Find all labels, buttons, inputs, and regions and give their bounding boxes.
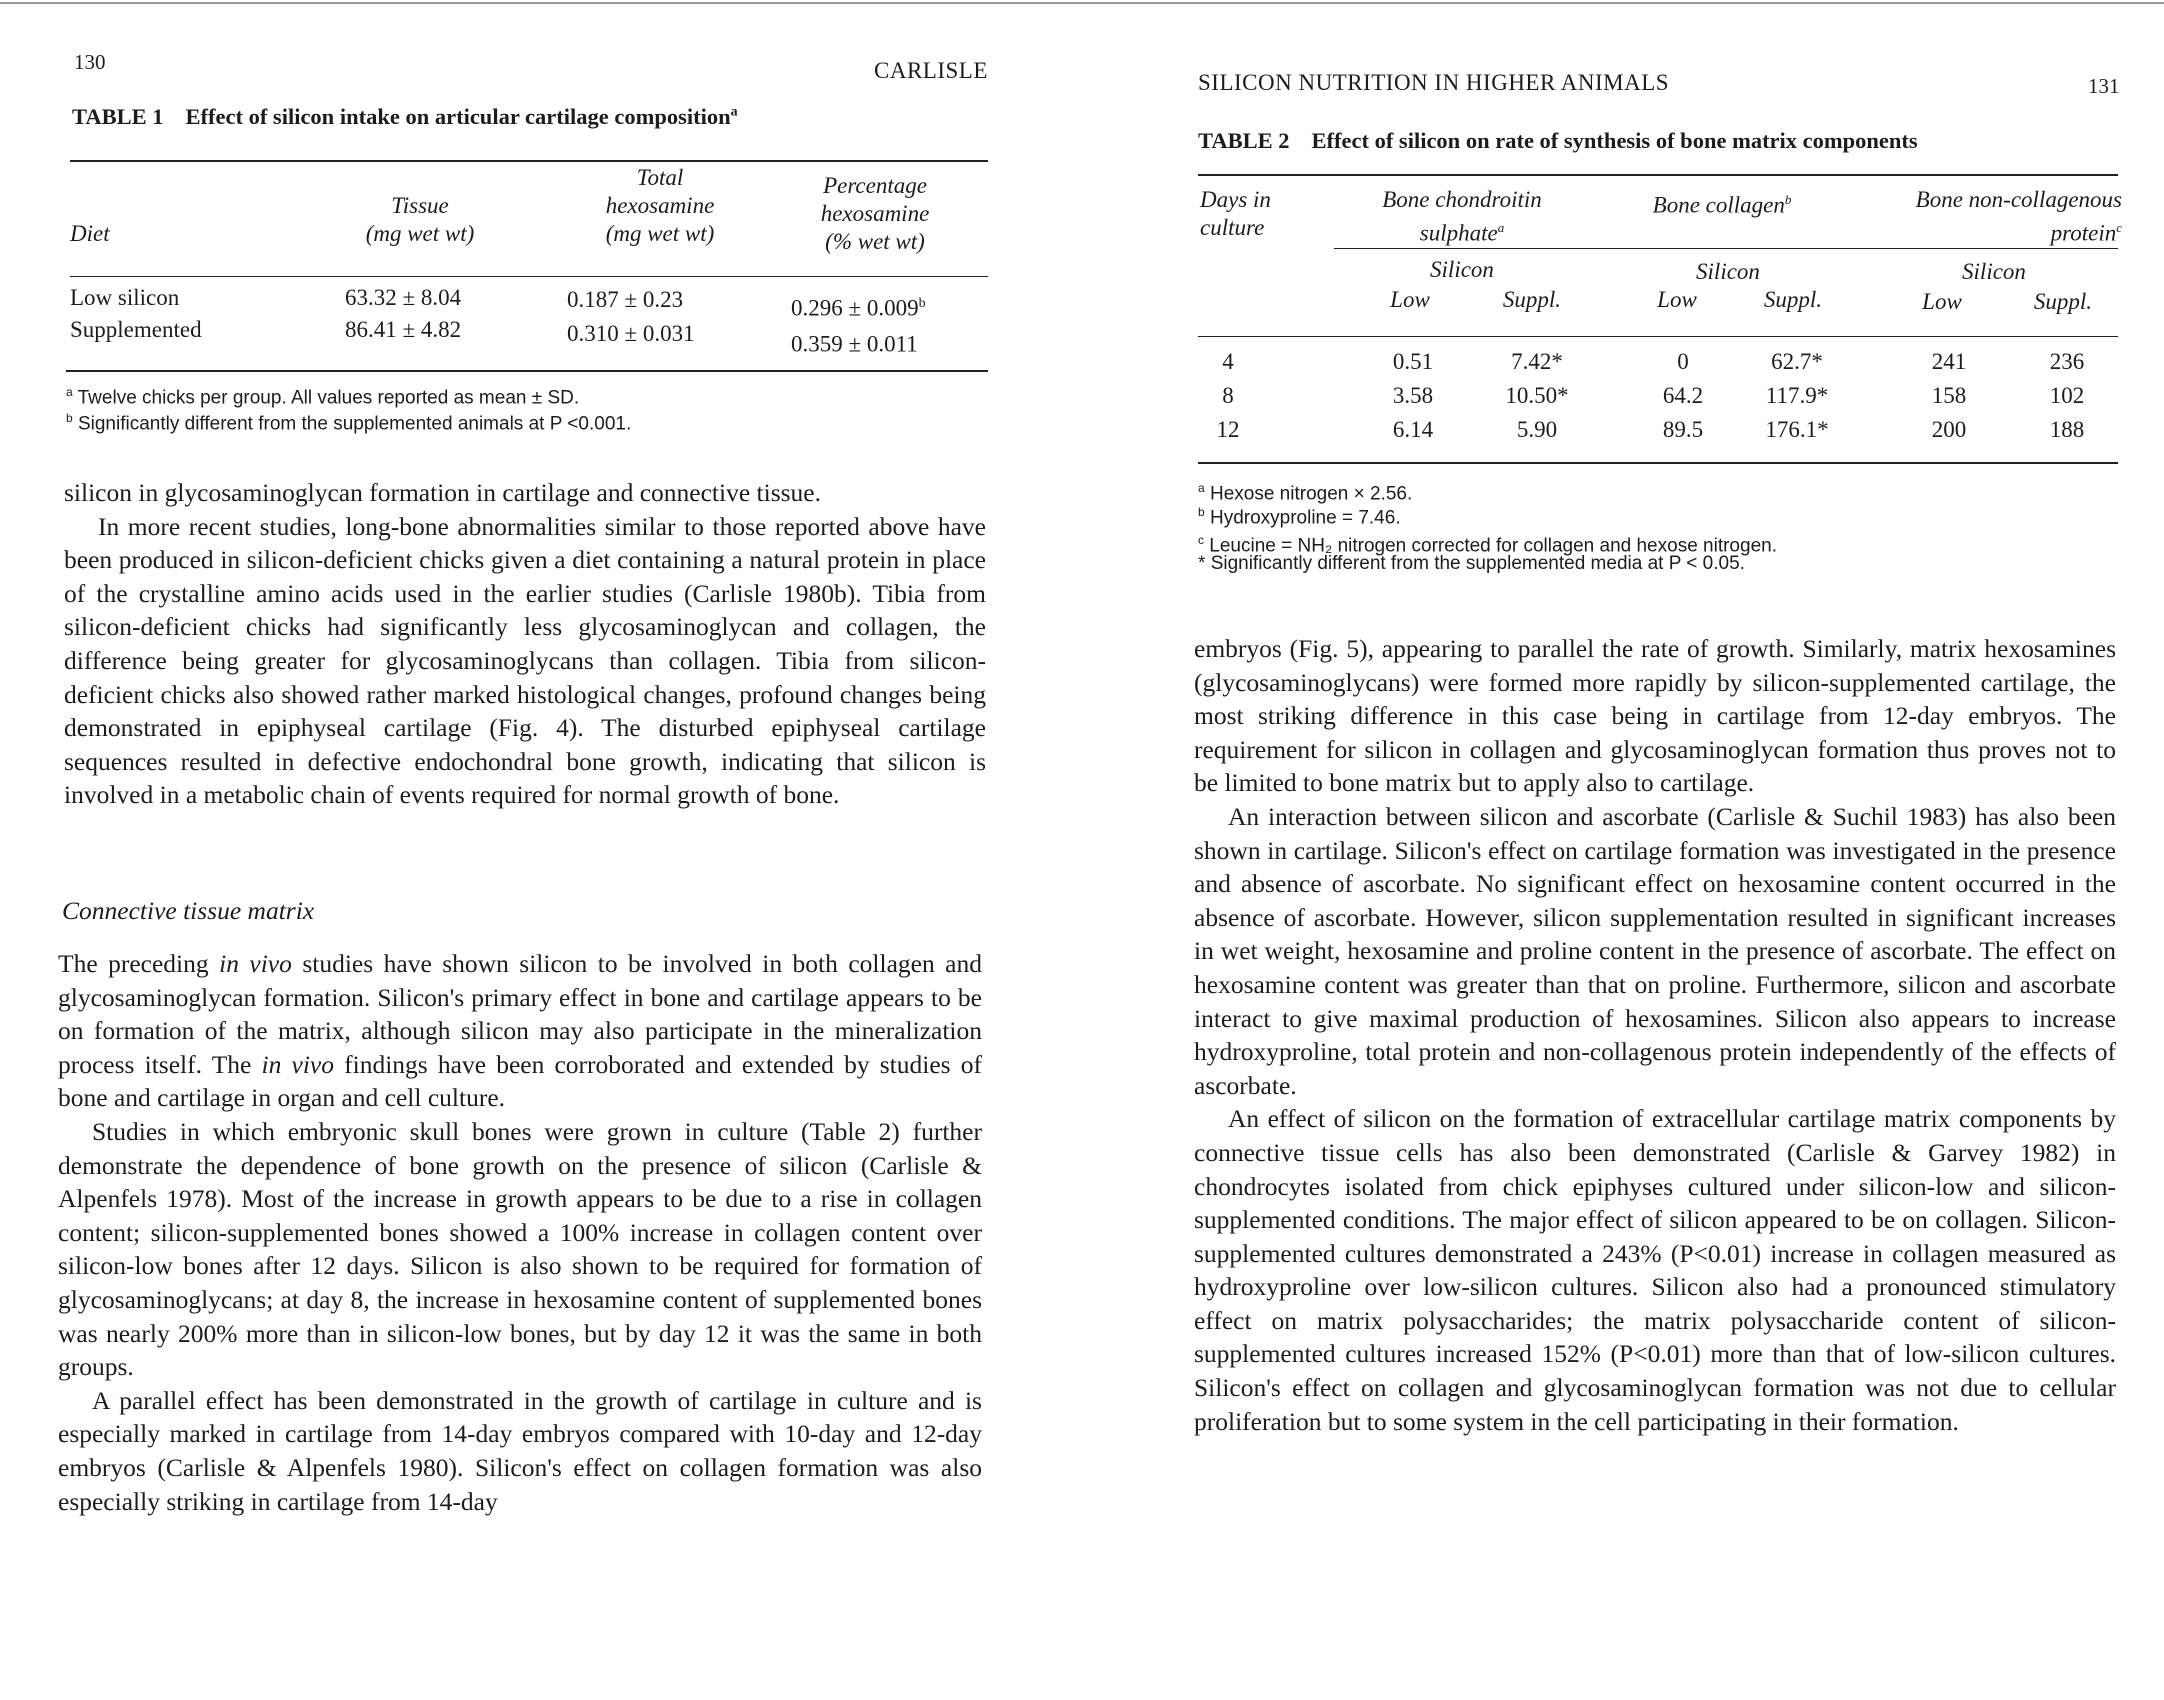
header-line: (mg wet wt) xyxy=(605,221,715,246)
table2-cell: 236 xyxy=(2049,349,2085,374)
running-head: SILICON NUTRITION IN HIGHER ANIMALS xyxy=(1198,70,1670,95)
table2-bottom-rule xyxy=(1198,462,2118,464)
header-line: culture xyxy=(1200,215,1265,240)
text-run: studies have shown silicon to be involved in both collagen and glycosaminoglycan formation. Silicon's primary effect in bone and cartilage appears to be on formation of the matrix, although silicon may also participate in the mineralization process itself. The xyxy=(58,949,982,1079)
table1-caption xyxy=(72,104,738,130)
paragraph: embryos (Fig. 5), appearing to parallel the rate of growth. Similarly, matrix hexosamines (glycosaminoglycans) were formed more rapidly by silicon-supplemented cartilage, the most striking difference in this case being in cartilage from 12-day embryos. The requirement for silicon in collagen and glycosaminoglycan formation thus proves not to be limited to bone matrix but to apply also to cartilage. xyxy=(1194,634,2116,798)
paragraph: Studies in which embryonic skull bones were grown in culture (Table 2) further demonstrate the dependence of bone growth on the presence of silicon (Carlisle & Alpenfels 1978). Most of the increase in growth appears to be due to a rise in collagen content; silicon-supplemented bones showed a 100% increase in collagen content over silicon-low bones after 12 days. Silicon is also shown to be required for formation of glycosaminoglycans; at day 8, the increase in hexosamine content of supplemented bones was nearly 200% more than in silicon-low bones, but by day 12 it was the same in both groups. xyxy=(58,1116,982,1382)
footnote-mark: a xyxy=(1198,481,1205,495)
table1-cell-diet: Low silicon xyxy=(70,285,180,310)
footnote-text: Significantly different from the supplemented animals at P <0.001. xyxy=(77,413,632,435)
table2-cell: 102 xyxy=(2049,383,2085,408)
table2-header-low: Low xyxy=(1390,287,1430,312)
table2-cell: 117.9* xyxy=(1765,383,1829,408)
table2-label: TABLE 2 xyxy=(1198,128,1290,153)
table2-cell: 62.7* xyxy=(1771,349,1823,374)
header-line: Days in xyxy=(1200,187,1271,212)
table2-cell: 7.42* xyxy=(1511,349,1563,374)
page-number: 130 xyxy=(74,50,106,74)
paragraph: silicon in glycosaminoglycan formation in cartilage and connective tissue. xyxy=(64,478,821,507)
footnote-mark: * xyxy=(1198,553,1206,574)
header-line: Bone chondroitin xyxy=(1382,187,1542,212)
table2-cell: 200 xyxy=(1931,417,1967,442)
right-page xyxy=(1082,0,2164,1700)
table1-cell-percentage xyxy=(791,288,926,325)
table2-cell: 64.2 xyxy=(1662,383,1704,408)
table2-cell: 158 xyxy=(1931,383,1967,408)
table2-cell: 0.51 xyxy=(1392,349,1434,374)
table1-cell-tissue: 86.41 ± 4.82 xyxy=(345,317,462,342)
header-line xyxy=(1852,214,2122,248)
table2-cell: 188 xyxy=(2049,417,2085,442)
footnote-mark: b xyxy=(1198,505,1205,519)
footnote-text: Hydroxyproline = 7.46. xyxy=(1209,507,1401,529)
table1-cell-diet: Supplemented xyxy=(70,317,202,342)
header-line: Total xyxy=(636,165,684,190)
header-line: (mg wet wt) xyxy=(365,221,475,246)
table2-span-rule xyxy=(1334,248,2118,249)
paragraph-invivo xyxy=(58,947,982,1115)
header-line: hexosamine xyxy=(820,201,930,226)
table2-header-low: Low xyxy=(1922,289,1962,314)
paragraph: A parallel effect has been demonstrated in the growth of cartilage in culture and is especially marked in cartilage from 14-day embryos compared with 10-day and 12-day embryos (Carlisle & Alpenfels 1980). Silicon's effect on collagen formation was also especially striking in cartilage from 14-day xyxy=(58,1385,982,1516)
running-head: CARLISLE xyxy=(874,58,988,83)
footnote-mark: c xyxy=(1198,533,1204,547)
header-text: sulphate xyxy=(1419,220,1498,246)
table2-cell: 3.58 xyxy=(1392,383,1434,408)
footnote-text: Hexose nitrogen × 2.56. xyxy=(1209,483,1413,505)
table1-label: TABLE 1 xyxy=(72,104,164,129)
table1-header-rule xyxy=(70,276,988,277)
table2-header-low: Low xyxy=(1657,287,1697,312)
header-line: Percentage xyxy=(823,173,927,198)
table1-header-percentage-hexosamine xyxy=(770,172,980,256)
right-body-text xyxy=(1194,632,2116,1438)
table1-header-tissue xyxy=(320,192,520,248)
text-run: findings have been corroborated and extended by studies of bone and cartilage in organ and cell culture. xyxy=(58,1049,982,1113)
table1-cell-tissue: 63.32 ± 8.04 xyxy=(345,285,462,310)
table2-footnote xyxy=(1198,552,1745,576)
table2-cell-day: 8 xyxy=(1222,383,1234,408)
header-line: (% wet wt) xyxy=(825,229,925,254)
footnote-mark: b xyxy=(66,411,73,425)
cell-value: 0.296 ± 0.009 xyxy=(791,295,919,321)
cell-value: 0.359 ± 0.011 xyxy=(791,331,918,357)
paragraph: An effect of silicon on the formation of extracellular cartilage matrix components by connective tissue cells has also been demonstrated (Carlisle & Garvey 1982) in chondrocytes isolated from chick epiphyses cultured under silicon-low and silicon-supplemented conditions. The major effect of silicon appeared to be on collagen. Silicon-supplemented cultures demonstrated a 243% (P<0.01) increase in collagen measured as hydroxyproline over low-silicon cultures. Silicon also had a pronounced stimulatory effect on matrix polysaccharides; the matrix polysaccharide content of silicon-supplemented cultures increased 152% (P<0.01) more than that of low-silicon cultures. Silicon's effect on collagen and glycosaminoglycan formation was not due to cellular proliferation but to some system in the cell participating in their formation. xyxy=(1194,1104,2116,1436)
table2-header-suppl: Suppl. xyxy=(1502,287,1562,312)
footnote-text: Leucine = NH₂ nitrogen corrected for collagen and hexose nitrogen. xyxy=(1209,535,1777,557)
table1-top-rule xyxy=(70,160,988,162)
left-body-text-1 xyxy=(64,476,986,812)
table2-header-noncollagenous xyxy=(1852,186,2122,248)
table2-caption xyxy=(1198,128,1918,154)
table2-header-rule xyxy=(1198,336,2118,337)
section-heading: Connective tissue matrix xyxy=(62,896,315,925)
italic-run: in vivo xyxy=(219,949,292,978)
italic-run: in vivo xyxy=(261,1049,334,1079)
cell-sup: b xyxy=(918,296,926,311)
table2-silicon-label: Silicon xyxy=(1430,257,1494,282)
text-run: The preceding xyxy=(58,949,220,978)
footnote-mark: a xyxy=(66,385,73,399)
header-line: Tissue xyxy=(391,193,449,218)
table2-header-collagen xyxy=(1602,186,1842,220)
table2-cell: 176.1* xyxy=(1765,417,1829,442)
table2-cell: 0 xyxy=(1677,349,1689,374)
table2-top-rule xyxy=(1198,174,2118,176)
table1-title: Effect of silicon intake on articular cartilage composition xyxy=(185,104,731,129)
table2-cell-day: 12 xyxy=(1216,417,1240,442)
header-line: Bone non-collagenous xyxy=(1915,187,2122,212)
table1-bottom-rule xyxy=(66,370,988,372)
table1-cell-total: 0.187 ± 0.23 xyxy=(567,287,684,312)
header-sup: a xyxy=(1497,220,1505,235)
header-line: hexosamine xyxy=(605,193,715,218)
header-sup: b xyxy=(1784,192,1792,207)
table2-title: Effect of silicon on rate of synthesis of bone matrix components xyxy=(1311,128,1918,153)
left-body-text-2 xyxy=(58,947,982,1518)
table2-header-days xyxy=(1200,186,1271,242)
paragraph: An interaction between silicon and ascorbate (Carlisle & Suchil 1983) has also been shown in cartilage. Silicon's effect on cartilage formation was investigated in the presence and absence of ascorbate. No significant effect on hexosamine content occurred in the absence of ascorbate. However, silicon supplementation resulted in significant increases in wet weight, hexosamine and proline content in the presence of ascorbate. The effect on hexosamine content was greater than that on proline. Furthermore, silicon and ascorbate interact to give maximal production of hexosamines. Silicon also appears to increase hydroxyproline, total protein and non-collagenous protein independently of the effects of ascorbate. xyxy=(1194,801,2116,1100)
table2-silicon-label: Silicon xyxy=(1962,259,2026,284)
table1-footnote xyxy=(66,406,631,436)
table2-header-suppl: Suppl. xyxy=(2033,289,2093,314)
footnote-text: Twelve chicks per group. All values reported as mean ± SD. xyxy=(77,387,580,409)
table2-cell-day: 4 xyxy=(1222,349,1234,374)
table2-silicon-label: Silicon xyxy=(1696,259,1760,284)
table1-title-sup: a xyxy=(730,104,738,120)
page-number: 131 xyxy=(2088,74,2120,98)
table2-cell: 10.50* xyxy=(1505,383,1569,408)
table2-cell: 241 xyxy=(1931,349,1967,374)
table2-cell: 89.5 xyxy=(1662,417,1704,442)
paragraph: In more recent studies, long-bone abnormalities similar to those reported above have been produced in silicon-deficient chicks given a diet containing a natural protein in place of the crystalline amino acids used in the earlier studies (Carlisle 1980b). Tibia from silicon-deficient chicks had significantly less glycosaminoglycan and collagen, the difference being greater for glycosaminoglycans than collagen. Tibia from silicon-deficient chicks also showed rather marked histological changes, profound changes being demonstrated in epiphyseal cartilage (Fig. 4). The disturbed epiphyseal cartilage sequences resulted in defective endochondral bone growth, indicating that silicon is involved in a metabolic chain of events required for normal growth of bone. xyxy=(64,511,986,810)
table2-header-chondroitin xyxy=(1332,186,1592,248)
table1-cell-total: 0.310 ± 0.031 xyxy=(567,321,695,346)
table1-cell-percentage xyxy=(791,324,918,361)
header-line xyxy=(1332,214,1592,248)
footnote-text: Significantly different from the supplemented media at P < 0.05. xyxy=(1210,553,1745,574)
table2-header-suppl: Suppl. xyxy=(1763,287,1823,312)
table1-header-diet: Diet xyxy=(70,221,110,246)
table2-footnote xyxy=(1198,500,1401,530)
header-text: Bone collagen xyxy=(1652,192,1785,218)
table2-cell: 6.14 xyxy=(1392,417,1434,442)
header-text: protein xyxy=(2050,220,2117,246)
table2-cell: 5.90 xyxy=(1516,417,1558,442)
table1-header-total-hexosamine xyxy=(560,164,760,248)
header-sup: c xyxy=(2116,220,2122,235)
